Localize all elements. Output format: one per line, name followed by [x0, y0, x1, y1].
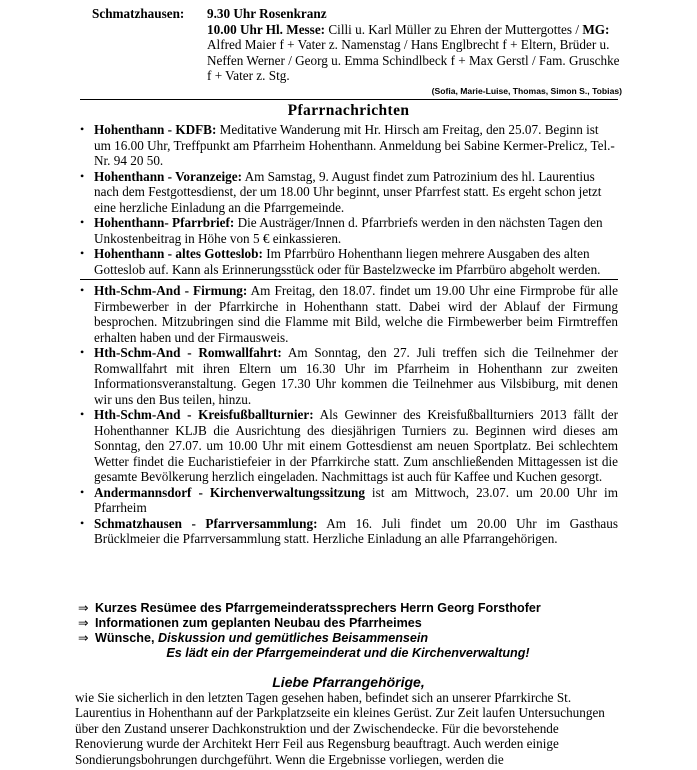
news-item-heading: Hohenthann- Pfarrbrief: [94, 215, 235, 230]
news-group-hohenthann [80, 122, 618, 277]
news-item-text: Als Gewinner des Kreisfußballturniers 2013 fällt der Hohenthanner KLJB die Ausrichtung des diesjährigen Turniers zu. Beginnen wird dieses am Sonntag, den 27.07. um 10.00 Uhr mit einem Gottesdienst am neuen Sportplatz. Bei schlechtem Wetter findet die Eucharistiefeier in der Pfarrkirche statt. Zum anschließenden Mittagessen ist die gesamte Bevölkerung herzlich eingeladen. Nachmittags ist auch für Kaffee und Kuchen gesorgt. [94, 407, 618, 484]
bullet-icon: • [80, 345, 85, 359]
agenda-item [78, 631, 618, 646]
agenda-item-text: Wünsche, [95, 631, 158, 645]
news-item [80, 516, 618, 547]
news-item [80, 215, 618, 246]
bullet-icon: • [80, 246, 85, 260]
news-item-heading: Hth-Schm-And - Kreisfußballturnier: [94, 407, 314, 422]
arrow-right-icon: ⇒ [78, 631, 89, 645]
top-rule [80, 99, 618, 100]
bullet-icon: • [80, 122, 85, 136]
agenda-item-text: Kurzes Resümee des Pfarrgemeinderatssprechers Herrn Georg Forsthofer [95, 601, 541, 615]
news-item-heading: Hth-Schm-And - Romwallfahrt: [94, 345, 282, 360]
news-item [80, 246, 618, 277]
news-item-heading: Andermannsdorf - Kirchenverwaltungssitzung [94, 484, 365, 500]
news-item-text: Am Freitag, den 18.07. findet um 19.00 Uhr eine Firmprobe für alle Firmbewerber in der Pfarrkirche in Hohenthann statt. Dabei wird der Ablauf der Firmung besprochen. Mitzubringen sind die Flamme mit Bild, welche die Firmbewerber beim Firmtreffen erhalten haben und der Firmausweis. [94, 283, 618, 345]
news-item-text: Im Pfarrbüro Hohenthann liegen mehrere Ausgaben des alten Gotteslob auf. Kann als Erinnerungsstück oder für Bastelzwecke im Pfarrbüro abgeholt werden. [94, 246, 601, 277]
news-item [80, 169, 618, 216]
altar-servers: (Sofia, Marie-Luise, Thomas, Simon S., Tobias) [431, 86, 622, 96]
bullet-icon: • [80, 283, 85, 297]
mass-text: Cilli u. Karl Müller zu Ehren der Muttergottes / [325, 21, 583, 37]
agenda-item [78, 616, 618, 631]
news-group-parish-union [80, 283, 618, 547]
agenda-item-text-italic: Diskussion und gemütliches Beisammensein [157, 631, 429, 645]
meeting-agenda [78, 601, 618, 661]
bullet-icon: • [80, 515, 85, 530]
news-item-heading: Schmatzhausen - Pfarrversammlung: [94, 515, 318, 531]
bullet-icon: • [80, 484, 85, 499]
news-item-heading: Hth-Schm-And - Firmung: [94, 283, 248, 298]
news-item-heading: Hohenthann - KDFB: [94, 122, 217, 137]
news-item [80, 283, 618, 345]
news-divider [80, 279, 618, 280]
invitation-line: Es lädt ein der Pfarrgemeinderat und die Kirchenverwaltung! [166, 646, 530, 660]
schedule-body [207, 6, 627, 84]
mass-intentions [207, 22, 627, 84]
bullet-icon: • [80, 215, 85, 229]
news-item-text: Am Samstag, 9. August findet zum Patrozinium des hl. Laurentius nach dem Festgottesdienst, der um 18.00 Uhr beginnt, unser Pfarrfest statt. Es ergeht schon jetzt eine herzliche Einladung an die Pfarrgemeinde. [94, 168, 602, 215]
agenda-item-text: Informationen zum geplanten Neubau des Pfarrheimes [95, 616, 422, 630]
news-item [80, 345, 618, 407]
mass-label: 10.00 Uhr Hl. Messe: [207, 21, 326, 37]
agenda-item [78, 601, 618, 616]
letter-body: wie Sie sicherlich in den letzten Tagen gesehen haben, befindet sich an unserer Pfarrkirche St. Laurentius in Hohenthann auf der Parkplatzseite ein kleines Gerüst. Zur Zeit laufen Untersuchungen über den Zustand unserer Dachkonstruktion und der Zwischendecke. Für die bevorstehende Renovierung wurde der Architekt Herr Feil aus Regensburg beauftragt. Auch werden einige Sondierungsbohrungen durchgeführt. Wenn die Ergebnisse vorliegen, werden die [75, 690, 605, 767]
news-item-text: Am 16. Juli findet um 20.00 Uhr im Gasthaus Brücklmeier die Pfarrversammlung statt. Herzliche Einladung an alle Pfarrangehörigen. [94, 515, 618, 546]
arrow-right-icon: ⇒ [78, 616, 89, 630]
mass-text-2: Alfred Maier f + Vater z. Namenstag / Hans Englbrecht f + Eltern, Brüder u. Neffen Werner / Georg u. Emma Schindlbeck f + Max Gerstl / Fam. Gruschke f + Vater z. Stg. [207, 37, 620, 83]
news-item [80, 407, 618, 485]
schedule-place: Schmatzhausen: [92, 6, 185, 21]
news-item-heading: Hohenthann - Voranzeige: [94, 168, 243, 184]
news-item-text: Meditative Wanderung mit Hr. Hirsch am Freitag, den 25.07. Beginn ist um 16.00 Uhr, Treffpunkt am Pfarrheim Hohenthann. Anmeldung bei Sabine Kermer-Prelicz, Tel.-Nr. 94 20 50. [94, 122, 615, 168]
bullet-icon: • [80, 168, 85, 183]
section-title: Pfarrnachrichten [287, 102, 410, 119]
news-item-heading: Hohenthann - altes Gotteslob: [94, 246, 263, 261]
news-item-text: Am Sonntag, den 27. Juli treffen sich die Teilnehmer der Romwallfahrt mit ihren Eltern um 16.30 Uhr im Pfarrheim in Hohenthann zur zweiten Informationsveranstaltung. Gegen 17.30 Uhr kommen die Teilnehmer aus Vilsbiburg, mit denen wir uns den Bus teilen, hinzu. [94, 345, 618, 407]
news-item [80, 485, 618, 516]
letter-salutation: Liebe Pfarrangehörige, [272, 674, 425, 690]
news-item [80, 122, 618, 169]
rosary-time: 9.30 Uhr Rosenkranz [207, 6, 327, 21]
news-item-text: ist am Mittwoch, 23.07. um 20.00 Uhr im Pfarrheim [94, 484, 618, 515]
news-list [80, 122, 618, 547]
news-item-text: Die Austräger/Innen d. Pfarrbriefs werden in den nächsten Tagen den Unkostenbeitrag in Höhe von 5 € einkassieren. [94, 215, 603, 246]
arrow-right-icon: ⇒ [78, 601, 89, 615]
mg-label: MG: [582, 21, 610, 37]
bullet-icon: • [80, 407, 85, 421]
